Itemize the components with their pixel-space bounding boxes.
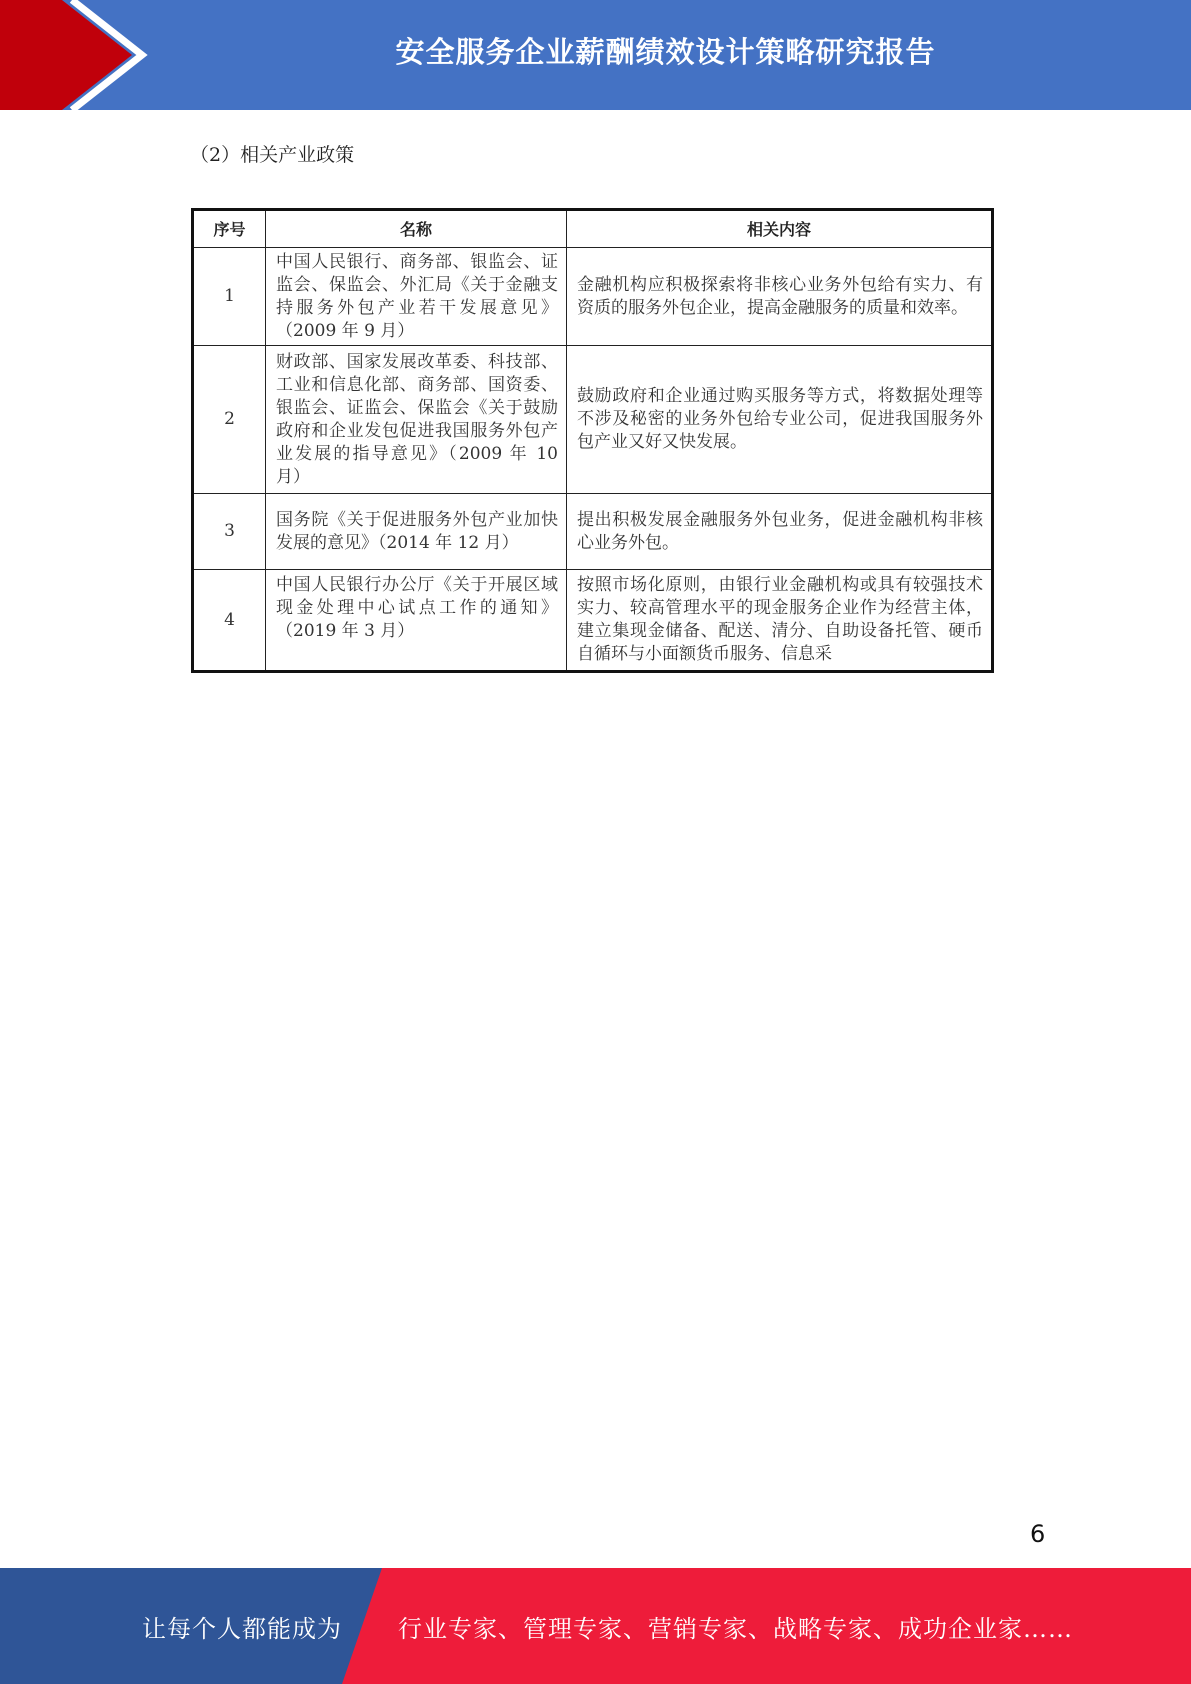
policy-content	[567, 570, 993, 672]
row-number: 2	[193, 346, 266, 494]
row-number: 4	[193, 570, 266, 672]
policy-table	[191, 208, 994, 673]
footer-slogan-right: 行业专家、管理专家、营销专家、战略专家、成功企业家……	[398, 1614, 1073, 1643]
policy-content: 鼓励政府和企业通过购买服务等方式，将数据处理等不涉及秘密的业务外包给专业公司，促进我国服务外包产业又好又快发展。	[567, 346, 993, 494]
footer-slogan-left: 让每个人都能成为	[142, 1614, 342, 1643]
policy-name-text: 中国人民银行办公厅《关于开展区域现金处理中心试点工作的通知》（2019 年 3 月）	[276, 575, 558, 641]
column-header-name: 名称	[266, 210, 567, 248]
row-number: 3	[193, 494, 266, 570]
table-row	[193, 570, 993, 672]
column-header-number: 序号	[193, 210, 266, 248]
page-footer	[0, 1568, 1191, 1684]
policy-content: 提出积极发展金融服务外包业务，促进金融机构非核心业务外包。	[567, 494, 993, 570]
policy-content: 金融机构应积极探索将非核心业务外包给有实力、有资质的服务外包企业，提高金融服务的质量和效率。	[567, 248, 993, 346]
table-row	[193, 346, 993, 494]
column-header-content: 相关内容	[567, 210, 993, 248]
section-heading: （2）相关产业政策	[190, 144, 355, 166]
row-number: 1	[193, 248, 266, 346]
policy-name: 财政部、国家发展改革委、科技部、工业和信息化部、商务部、国资委、银监会、证监会、保监会《关于鼓励政府和企业发包促进我国服务外包产业发展的指导意见》（2009 年 10 月）	[266, 346, 567, 494]
policy-name	[266, 570, 567, 672]
policy-name: 中国人民银行、商务部、银监会、证监会、保监会、外汇局《关于金融支持服务外包产业若干发展意见》（2009 年 9 月）	[266, 248, 567, 346]
header-arrow-decoration	[0, 0, 180, 110]
table-row	[193, 494, 993, 570]
policy-content-text: 按照市场化原则，由银行业金融机构或具有较强技术实力、较高管理水平的现金服务企业作为经营主体，建立集现金储备、配送、清分、自助设备托管、硬币自循环与小面额货币服务、信息采	[577, 575, 983, 664]
table-row	[193, 248, 993, 346]
header-red-arrow	[0, 0, 132, 110]
report-title: 安全服务企业薪酬绩效设计策略研究报告	[395, 34, 936, 69]
policy-name: 国务院《关于促进服务外包产业加快发展的意见》（2014 年 12 月）	[266, 494, 567, 570]
page-header	[0, 0, 1191, 110]
page-number: 6	[1030, 1520, 1046, 1548]
table-header-row	[193, 210, 993, 248]
